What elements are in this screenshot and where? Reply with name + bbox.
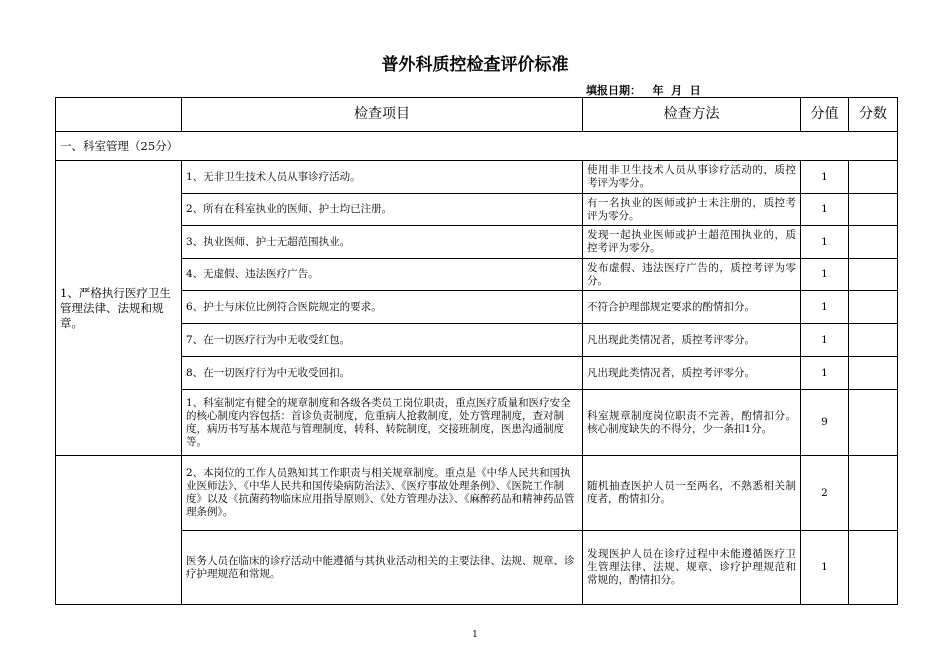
header-points: 分值 <box>801 98 849 132</box>
method-cell: 科室规章制度岗位职责不完善，酌情扣分。核心制度缺失的不得分，少一条扣1分。 <box>583 390 801 456</box>
score-cell <box>849 161 898 194</box>
method-cell: 有一名执业的医师或护士未注册的，质控考评为零分。 <box>583 194 801 226</box>
table-row <box>56 531 898 605</box>
score-cell <box>849 357 898 390</box>
fill-date-label: 填报日期： 年 月 日 <box>586 84 701 97</box>
header-method: 检查方法 <box>583 98 801 132</box>
page-title: 普外科质控检查评价标准 <box>381 55 569 75</box>
item-cell: 4、无虚假、违法医疗广告。 <box>182 259 583 291</box>
points-cell: 1 <box>801 357 849 390</box>
score-cell <box>849 259 898 291</box>
score-cell <box>849 226 898 259</box>
points-cell: 1 <box>801 324 849 357</box>
score-cell <box>849 324 898 357</box>
score-cell <box>849 390 898 456</box>
table-row <box>56 291 898 324</box>
points-cell: 1 <box>801 226 849 259</box>
item-cell: 3、执业医师、护士无超范围执业。 <box>182 226 583 259</box>
points-cell: 1 <box>801 531 849 605</box>
score-cell <box>849 194 898 226</box>
points-cell: 2 <box>801 456 849 531</box>
section-row <box>56 132 898 161</box>
table-row <box>56 357 898 390</box>
method-cell: 发现医护人员在诊疗过程中未能遵循医疗卫生管理法律、法规、规章、诊疗护理规范和常规的，酌情扣分。 <box>583 531 801 605</box>
header-score: 分数 <box>849 98 898 132</box>
table-row <box>56 194 898 226</box>
method-cell: 随机抽查医护人员一至两名，不熟悉相关制度者，酌情扣分。 <box>583 456 801 531</box>
table-row <box>56 259 898 291</box>
section-title: 一、科室管理（25分） <box>56 132 898 161</box>
category-cell-empty <box>56 456 182 605</box>
points-cell: 1 <box>801 161 849 194</box>
method-cell: 不符合护理部规定要求的酌情扣分。 <box>583 291 801 324</box>
header-item: 检查项目 <box>182 98 583 132</box>
points-cell: 1 <box>801 194 849 226</box>
header-category <box>56 98 182 132</box>
item-cell: 2、所有在科室执业的医师、护士均已注册。 <box>182 194 583 226</box>
item-cell: 7、在一切医疗行为中无收受红包。 <box>182 324 583 357</box>
table-row <box>56 161 898 194</box>
points-cell: 1 <box>801 259 849 291</box>
score-cell <box>849 531 898 605</box>
item-cell: 6、护士与床位比例符合医院规定的要求。 <box>182 291 583 324</box>
score-cell <box>849 291 898 324</box>
method-cell: 使用非卫生技术人员从事诊疗活动的，质控考评为零分。 <box>583 161 801 194</box>
method-cell: 凡出现此类情况者，质控考评零分。 <box>583 357 801 390</box>
item-cell: 1、无非卫生技术人员从事诊疗活动。 <box>182 161 583 194</box>
page-number: 1 <box>472 630 478 640</box>
evaluation-table <box>55 97 898 605</box>
table-header-row <box>56 98 898 132</box>
table-row <box>56 390 898 456</box>
item-cell: 1、科室制定有健全的规章制度和各级各类员工岗位职责，重点医疗质量和医疗安全的核心制度内容包括：首诊负责制度，危重病人抢救制度，处方管理制度，查对制度，病历书写基本规范与管理制度，转科、转院制度，交接班制度，医患沟通制度等。 <box>182 390 583 456</box>
table-row <box>56 324 898 357</box>
item-cell: 2、本岗位的工作人员熟知其工作职责与相关规章制度。重点是《中华人民共和国执业医师法》、《中华人民共和国传染病防治法》、《医疗事故处理条例》、《医院工作制度》以及《抗菌药物临床应用指导原则》、《处方管理办法》、《麻醉药品和精神药品管理条例》。 <box>182 456 583 531</box>
score-cell <box>849 456 898 531</box>
method-cell: 发布虚假、违法医疗广告的，质控考评为零分。 <box>583 259 801 291</box>
method-cell: 凡出现此类情况者，质控考评零分。 <box>583 324 801 357</box>
item-cell: 医务人员在临床的诊疗活动中能遵循与其执业活动相关的主要法律、法规、规章、诊疗护理规范和常规。 <box>182 531 583 605</box>
table-row <box>56 456 898 531</box>
category-cell: 1、严格执行医疗卫生管理法律、法规和规章。 <box>56 161 182 456</box>
method-cell: 发现一起执业医师或护士超范围执业的，质控考评为零分。 <box>583 226 801 259</box>
points-cell: 9 <box>801 390 849 456</box>
points-cell: 1 <box>801 291 849 324</box>
table-row <box>56 226 898 259</box>
item-cell: 8、在一切医疗行为中无收受回扣。 <box>182 357 583 390</box>
